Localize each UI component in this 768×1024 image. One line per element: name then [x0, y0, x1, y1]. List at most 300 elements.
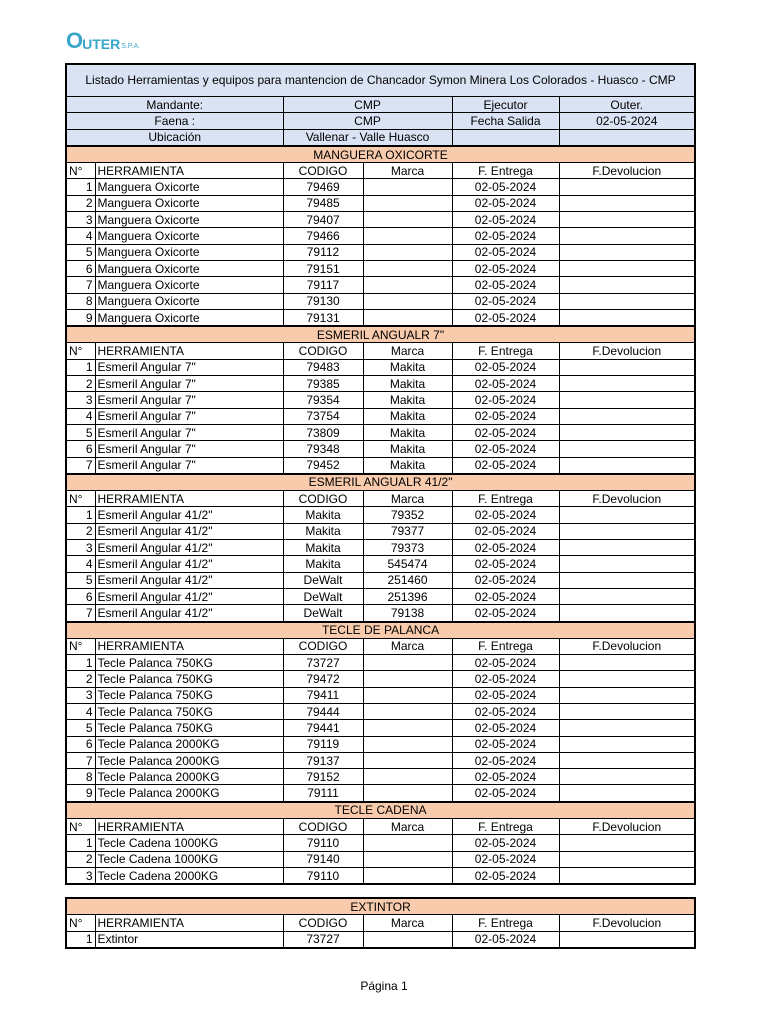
return-date	[559, 408, 695, 424]
tool-code: 79483	[283, 359, 363, 375]
col-header-delivery-date: F. Entrega	[452, 163, 559, 179]
row-number: 7	[66, 277, 95, 293]
return-date	[559, 785, 695, 802]
row-number: 1	[66, 359, 95, 375]
tool-name: Tecle Palanca 750KG	[95, 687, 283, 703]
tool-code: Makita	[283, 540, 363, 556]
info-row	[66, 113, 695, 129]
return-date	[559, 244, 695, 260]
tool-name: Tecle Cadena 2000KG	[95, 867, 283, 884]
tool-brand: 79352	[363, 507, 452, 523]
delivery-date: 02-05-2024	[452, 752, 559, 768]
delivery-date: 02-05-2024	[452, 195, 559, 211]
return-date	[559, 671, 695, 687]
delivery-date: 02-05-2024	[452, 457, 559, 474]
tool-brand	[363, 720, 452, 736]
col-header-number: N°	[66, 343, 95, 359]
row-number: 1	[66, 507, 95, 523]
tool-code: 79469	[283, 179, 363, 195]
row-number: 5	[66, 720, 95, 736]
info-row	[66, 129, 695, 146]
tool-code: 79411	[283, 687, 363, 703]
col-header-tool: HERRAMIENTA	[95, 163, 283, 179]
table-row	[66, 931, 695, 948]
col-header-brand: Marca	[363, 491, 452, 507]
tool-brand	[363, 851, 452, 867]
table-row	[66, 736, 695, 752]
table-row	[66, 309, 695, 326]
row-number: 3	[66, 392, 95, 408]
row-number: 8	[66, 293, 95, 309]
tool-name: Esmeril Angular 7"	[95, 424, 283, 440]
return-date	[559, 277, 695, 293]
col-header-tool: HERRAMIENTA	[95, 819, 283, 835]
tool-code: 79444	[283, 703, 363, 719]
delivery-date: 02-05-2024	[452, 835, 559, 851]
table-row	[66, 408, 695, 424]
delivery-date: 02-05-2024	[452, 228, 559, 244]
tool-name: Manguera Oxicorte	[95, 277, 283, 293]
row-number: 3	[66, 867, 95, 884]
tool-brand	[363, 309, 452, 326]
row-number: 4	[66, 703, 95, 719]
tool-name: Tecle Palanca 2000KG	[95, 736, 283, 752]
tool-name: Esmeril Angular 7"	[95, 441, 283, 457]
tool-code: DeWalt	[283, 588, 363, 604]
tool-name: Esmeril Angular 7"	[95, 457, 283, 474]
table-row	[66, 195, 695, 211]
tool-name: Manguera Oxicorte	[95, 212, 283, 228]
tool-brand	[363, 785, 452, 802]
tool-code: 79110	[283, 835, 363, 851]
table-row	[66, 441, 695, 457]
delivery-date: 02-05-2024	[452, 736, 559, 752]
col-header-brand: Marca	[363, 163, 452, 179]
row-number: 2	[66, 523, 95, 539]
col-header-brand: Marca	[363, 915, 452, 931]
tool-name: Manguera Oxicorte	[95, 260, 283, 276]
info-value: CMP	[283, 113, 452, 129]
tool-name: Tecle Palanca 2000KG	[95, 769, 283, 785]
info-label: Mandante:	[66, 97, 283, 113]
section-header-row	[66, 474, 695, 491]
table-row	[66, 376, 695, 392]
table-row	[66, 556, 695, 572]
delivery-date: 02-05-2024	[452, 851, 559, 867]
tool-name: Esmeril Angular 41/2"	[95, 507, 283, 523]
tool-name: Tecle Palanca 750KG	[95, 655, 283, 671]
tool-brand	[363, 703, 452, 719]
tool-brand	[363, 752, 452, 768]
tool-name: Esmeril Angular 41/2"	[95, 588, 283, 604]
row-number: 7	[66, 457, 95, 474]
document-title: Listado Herramientas y equipos para mantencion de Chancador Symon Minera Los Colorados - Huasco - CMP	[66, 64, 695, 97]
section-header-row	[66, 802, 695, 819]
col-header-code: CODIGO	[283, 163, 363, 179]
tool-brand: 79373	[363, 540, 452, 556]
tool-brand	[363, 244, 452, 260]
delivery-date: 02-05-2024	[452, 867, 559, 884]
return-date	[559, 588, 695, 604]
delivery-date: 02-05-2024	[452, 179, 559, 195]
table-row	[66, 179, 695, 195]
row-number: 4	[66, 408, 95, 424]
tool-name: Tecle Palanca 750KG	[95, 703, 283, 719]
return-date	[559, 457, 695, 474]
delivery-date: 02-05-2024	[452, 244, 559, 260]
tool-name: Manguera Oxicorte	[95, 228, 283, 244]
column-header-row	[66, 638, 695, 654]
table-row	[66, 720, 695, 736]
table-row	[66, 671, 695, 687]
return-date	[559, 195, 695, 211]
tool-brand	[363, 671, 452, 687]
tool-name: Manguera Oxicorte	[95, 244, 283, 260]
tool-code: DeWalt	[283, 572, 363, 588]
row-number: 4	[66, 228, 95, 244]
col-header-tool: HERRAMIENTA	[95, 343, 283, 359]
tool-name: Tecle Cadena 1000KG	[95, 851, 283, 867]
return-date	[559, 572, 695, 588]
row-number: 1	[66, 835, 95, 851]
row-number: 2	[66, 195, 95, 211]
tool-brand	[363, 277, 452, 293]
tool-brand	[363, 260, 452, 276]
col-header-brand: Marca	[363, 638, 452, 654]
tool-name: Esmeril Angular 41/2"	[95, 540, 283, 556]
tool-brand: Makita	[363, 408, 452, 424]
table-row	[66, 605, 695, 622]
tool-name: Esmeril Angular 7"	[95, 359, 283, 375]
column-header-row	[66, 819, 695, 835]
tool-code: 79385	[283, 376, 363, 392]
tool-brand: 79138	[363, 605, 452, 622]
delivery-date: 02-05-2024	[452, 931, 559, 948]
tool-brand: 251396	[363, 588, 452, 604]
delivery-date: 02-05-2024	[452, 376, 559, 392]
row-number: 2	[66, 376, 95, 392]
row-number: 3	[66, 212, 95, 228]
tool-code: 79152	[283, 769, 363, 785]
column-header-row	[66, 163, 695, 179]
row-number: 6	[66, 588, 95, 604]
table-row	[66, 359, 695, 375]
info-value-secondary: Outer.	[559, 97, 695, 113]
return-date	[559, 392, 695, 408]
col-header-return-date: F.Devolucion	[559, 491, 695, 507]
tool-code: 79485	[283, 195, 363, 211]
tool-name: Esmeril Angular 41/2"	[95, 523, 283, 539]
return-date	[559, 309, 695, 326]
col-header-delivery-date: F. Entrega	[452, 491, 559, 507]
tool-code: 79441	[283, 720, 363, 736]
return-date	[559, 212, 695, 228]
tool-brand	[363, 687, 452, 703]
tool-name: Esmeril Angular 41/2"	[95, 572, 283, 588]
tool-code: 79348	[283, 441, 363, 457]
table-row	[66, 540, 695, 556]
delivery-date: 02-05-2024	[452, 605, 559, 622]
return-date	[559, 752, 695, 768]
tool-name: Tecle Palanca 750KG	[95, 671, 283, 687]
section-header-row	[66, 326, 695, 343]
section-manguera-oxicorte: MANGUERA OXICORTE	[66, 146, 695, 163]
return-date	[559, 931, 695, 948]
delivery-date: 02-05-2024	[452, 293, 559, 309]
delivery-date: 02-05-2024	[452, 556, 559, 572]
column-header-row	[66, 491, 695, 507]
table-row	[66, 507, 695, 523]
tool-code: 79112	[283, 244, 363, 260]
return-date	[559, 424, 695, 440]
tool-brand: Makita	[363, 376, 452, 392]
col-header-return-date: F.Devolucion	[559, 915, 695, 931]
row-number: 4	[66, 556, 95, 572]
info-row	[66, 97, 695, 113]
logo-suffix: S.P.A.	[121, 43, 141, 50]
col-header-tool: HERRAMIENTA	[95, 491, 283, 507]
table-row	[66, 851, 695, 867]
delivery-date: 02-05-2024	[452, 703, 559, 719]
col-header-code: CODIGO	[283, 343, 363, 359]
tool-code: 79111	[283, 785, 363, 802]
tool-code: 79452	[283, 457, 363, 474]
col-header-return-date: F.Devolucion	[559, 819, 695, 835]
col-header-code: CODIGO	[283, 915, 363, 931]
company-logo	[66, 30, 140, 52]
section-tecle-cadena: TECLE CADENA	[66, 802, 695, 819]
row-number: 7	[66, 752, 95, 768]
info-value: CMP	[283, 97, 452, 113]
extintor-table	[65, 897, 696, 949]
tool-brand	[363, 835, 452, 851]
row-number: 1	[66, 179, 95, 195]
tool-code: Makita	[283, 556, 363, 572]
tool-brand: Makita	[363, 457, 452, 474]
tool-brand	[363, 195, 452, 211]
return-date	[559, 736, 695, 752]
delivery-date: 02-05-2024	[452, 277, 559, 293]
info-value: Vallenar - Valle Huasco	[283, 129, 452, 146]
return-date	[559, 228, 695, 244]
info-label-secondary: Ejecutor	[452, 97, 559, 113]
return-date	[559, 556, 695, 572]
section-extintor: EXTINTOR	[66, 898, 695, 915]
row-number: 2	[66, 671, 95, 687]
col-header-delivery-date: F. Entrega	[452, 343, 559, 359]
row-number: 3	[66, 687, 95, 703]
return-date	[559, 703, 695, 719]
col-header-tool: HERRAMIENTA	[95, 638, 283, 654]
return-date	[559, 720, 695, 736]
delivery-date: 02-05-2024	[452, 720, 559, 736]
delivery-date: 02-05-2024	[452, 507, 559, 523]
table-row	[66, 277, 695, 293]
delivery-date: 02-05-2024	[452, 687, 559, 703]
return-date	[559, 441, 695, 457]
return-date	[559, 260, 695, 276]
delivery-date: 02-05-2024	[452, 441, 559, 457]
col-header-code: CODIGO	[283, 491, 363, 507]
tool-code: 79110	[283, 867, 363, 884]
row-number: 9	[66, 785, 95, 802]
tool-name: Tecle Palanca 2000KG	[95, 752, 283, 768]
delivery-date: 02-05-2024	[452, 309, 559, 326]
col-header-number: N°	[66, 638, 95, 654]
tool-brand	[363, 769, 452, 785]
return-date	[559, 687, 695, 703]
delivery-date: 02-05-2024	[452, 769, 559, 785]
tool-brand: Makita	[363, 441, 452, 457]
logo-letter: O	[66, 28, 83, 53]
col-header-delivery-date: F. Entrega	[452, 915, 559, 931]
return-date	[559, 655, 695, 671]
return-date	[559, 540, 695, 556]
tool-name: Esmeril Angular 41/2"	[95, 556, 283, 572]
row-number: 8	[66, 769, 95, 785]
table-row	[66, 244, 695, 260]
section-tecle-palanca: TECLE DE PALANCA	[66, 622, 695, 639]
delivery-date: 02-05-2024	[452, 392, 559, 408]
table-row	[66, 457, 695, 474]
column-header-row	[66, 343, 695, 359]
tool-code: 79151	[283, 260, 363, 276]
delivery-date: 02-05-2024	[452, 655, 559, 671]
delivery-date: 02-05-2024	[452, 671, 559, 687]
table-row	[66, 293, 695, 309]
delivery-date: 02-05-2024	[452, 785, 559, 802]
row-number: 5	[66, 244, 95, 260]
col-header-return-date: F.Devolucion	[559, 343, 695, 359]
row-number: 2	[66, 851, 95, 867]
table-row	[66, 523, 695, 539]
column-header-row	[66, 915, 695, 931]
col-header-return-date: F.Devolucion	[559, 163, 695, 179]
delivery-date: 02-05-2024	[452, 424, 559, 440]
tool-code: 79472	[283, 671, 363, 687]
col-header-number: N°	[66, 491, 95, 507]
info-label: Faena :	[66, 113, 283, 129]
row-number: 5	[66, 572, 95, 588]
tool-name: Manguera Oxicorte	[95, 179, 283, 195]
return-date	[559, 523, 695, 539]
table-row	[66, 687, 695, 703]
tool-code: 73809	[283, 424, 363, 440]
delivery-date: 02-05-2024	[452, 572, 559, 588]
tool-brand	[363, 179, 452, 195]
tool-code: 79117	[283, 277, 363, 293]
delivery-date: 02-05-2024	[452, 260, 559, 276]
tool-brand	[363, 212, 452, 228]
tool-brand	[363, 867, 452, 884]
tool-brand	[363, 736, 452, 752]
tool-code: DeWalt	[283, 605, 363, 622]
col-header-number: N°	[66, 819, 95, 835]
tool-name: Manguera Oxicorte	[95, 309, 283, 326]
col-header-delivery-date: F. Entrega	[452, 638, 559, 654]
delivery-date: 02-05-2024	[452, 212, 559, 228]
tool-brand: 79377	[363, 523, 452, 539]
tool-brand: 251460	[363, 572, 452, 588]
tool-code: 79137	[283, 752, 363, 768]
tool-brand: 545474	[363, 556, 452, 572]
info-value-secondary: 02-05-2024	[559, 113, 695, 129]
col-header-delivery-date: F. Entrega	[452, 819, 559, 835]
row-number: 6	[66, 441, 95, 457]
col-header-number: N°	[66, 163, 95, 179]
return-date	[559, 851, 695, 867]
return-date	[559, 507, 695, 523]
row-number: 6	[66, 736, 95, 752]
row-number: 1	[66, 931, 95, 948]
table-row	[66, 835, 695, 851]
tool-name: Tecle Palanca 750KG	[95, 720, 283, 736]
col-header-brand: Marca	[363, 819, 452, 835]
table-row	[66, 424, 695, 440]
tool-name: Esmeril Angular 41/2"	[95, 605, 283, 622]
col-header-tool: HERRAMIENTA	[95, 915, 283, 931]
info-label-secondary: Fecha Salida	[452, 113, 559, 129]
delivery-date: 02-05-2024	[452, 588, 559, 604]
delivery-date: 02-05-2024	[452, 408, 559, 424]
tool-code: 79119	[283, 736, 363, 752]
return-date	[559, 867, 695, 884]
tool-brand: Makita	[363, 424, 452, 440]
tool-code: 73727	[283, 931, 363, 948]
return-date	[559, 835, 695, 851]
tool-name: Tecle Palanca 2000KG	[95, 785, 283, 802]
tool-brand	[363, 655, 452, 671]
table-row	[66, 752, 695, 768]
tool-brand: Makita	[363, 359, 452, 375]
row-number: 5	[66, 424, 95, 440]
return-date	[559, 293, 695, 309]
tool-code: 73727	[283, 655, 363, 671]
page-number: Página 1	[360, 979, 408, 993]
table-row	[66, 785, 695, 802]
delivery-date: 02-05-2024	[452, 540, 559, 556]
section-esmeril-7: ESMERIL ANGUALR 7"	[66, 326, 695, 343]
tool-name: Tecle Cadena 1000KG	[95, 835, 283, 851]
table-row	[66, 769, 695, 785]
info-value-secondary	[559, 129, 695, 146]
table-row	[66, 212, 695, 228]
return-date	[559, 359, 695, 375]
tool-name: Esmeril Angular 7"	[95, 376, 283, 392]
tool-name: Manguera Oxicorte	[95, 293, 283, 309]
tool-brand	[363, 228, 452, 244]
tool-name: Esmeril Angular 7"	[95, 408, 283, 424]
delivery-date: 02-05-2024	[452, 523, 559, 539]
tool-name: Esmeril Angular 7"	[95, 392, 283, 408]
table-row	[66, 392, 695, 408]
table-row	[66, 228, 695, 244]
row-number: 3	[66, 540, 95, 556]
table-row	[66, 867, 695, 884]
tool-brand	[363, 931, 452, 948]
tool-code: 79131	[283, 309, 363, 326]
row-number: 9	[66, 309, 95, 326]
table-row	[66, 655, 695, 671]
return-date	[559, 179, 695, 195]
table-row	[66, 588, 695, 604]
table-row	[66, 572, 695, 588]
return-date	[559, 769, 695, 785]
tool-brand	[363, 293, 452, 309]
tool-code: 79466	[283, 228, 363, 244]
tool-code: 79407	[283, 212, 363, 228]
logo-text: UTER	[82, 36, 121, 52]
